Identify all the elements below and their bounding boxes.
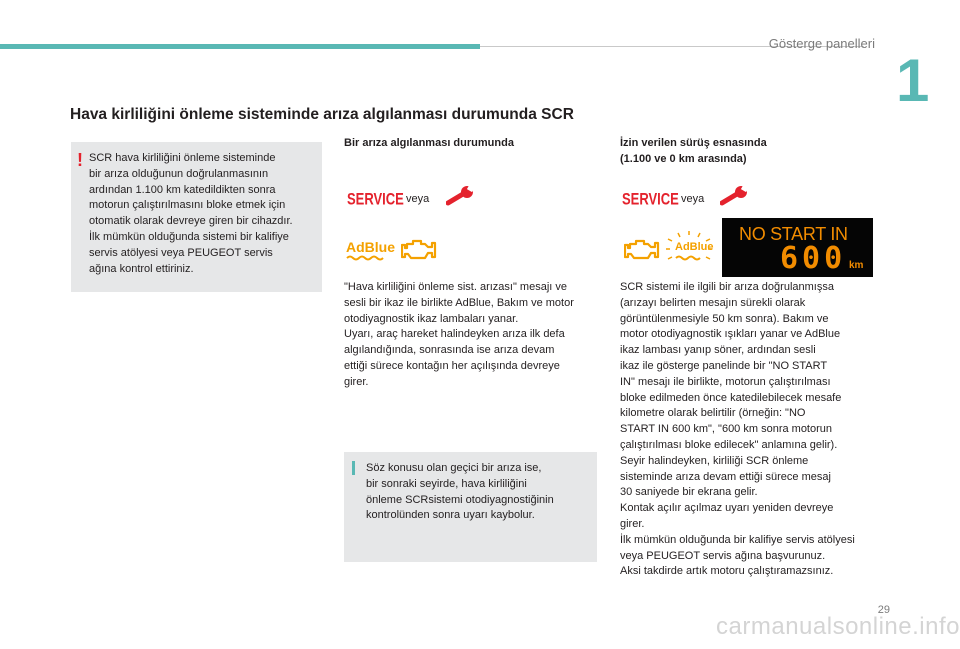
adblue-flashing-icon: AdBlue <box>664 230 714 266</box>
info-icon <box>352 461 355 475</box>
engine-warning-icon <box>401 235 437 263</box>
warning-exclamation-icon: ! <box>77 150 83 170</box>
service-warning-icon: SERVICE <box>622 189 679 209</box>
display-distance-unit: km <box>849 260 864 271</box>
column2-text: "Hava kirliliğini önleme sist. arızası" mesajı ve sesli bir ikaz ile birlikte AdBlue, Bakım ve motor otodiyagnostik ikaz lambaları yanar. Uyarı, araç hareket halindeyken arıza ilk defa algılandığında, sonrasında ise arıza devam ettiği sürece kontağın her açılışında devreye girer. <box>344 281 574 388</box>
chapter-title: Gösterge panelleri <box>768 36 875 51</box>
wrench-icon <box>720 185 750 207</box>
wrench-icon <box>446 185 476 207</box>
warning-text: SCR hava kirliliğini önleme sisteminde bir arıza olduğunun doğrulanmasının ardından 1.100 km katedildikten sonra motorun çalıştırılmasını bloke etmek için otomatik olarak devreye giren bir cihazdır. İlk mümkün olduğunda sistemi bir kalifiye servis atölyesi veya PEUGEOT servis ağına kontrol ettiriniz. <box>89 152 293 275</box>
column3-heading: İzin verilen sürüş esnasında (1.100 ve 0 km arasında) <box>620 137 767 165</box>
display-message: NO START IN <box>739 224 848 244</box>
engine-warning-icon <box>624 235 660 263</box>
display-distance-value: 600 <box>780 241 847 276</box>
header-accent-bar <box>0 44 480 49</box>
service-warning-icon: SERVICE <box>347 189 404 209</box>
or-label: veya <box>406 193 430 205</box>
adblue-warning-icon: AdBlue <box>346 239 395 261</box>
or-label: veya <box>681 193 705 205</box>
chapter-number: 1 <box>896 47 930 114</box>
page-title: Hava kirliliğini önleme sisteminde arıza algılanması durumunda SCR <box>70 106 574 123</box>
column3-text: SCR sistemi ile ilgili bir arıza doğrulanmışsa (arızayı belirten mesajın sürekli olarak görüntülenmesiyle 50 km sonra). Bakım ve motor otodiyagnostik ışıkları yanar ve AdBlue ikaz lambası yanıp söner, ardından sesli ikaz ile gösterge panelinde bir "NO START IN" mesajı ile birlikte, motorun çalıştırılması bloke edilmeden önce katedilebilecek mesafe kilometre olarak belirtilir (örneğin: "NO START IN 600 km", "600 km sonra motorun çalıştırılması bloke edilecek" anlamına gelir). Seyir halindeyken, kirliliği SCR önleme sisteminde arıza devam ettiği sürece mesaj 30 saniyede bir ekrana gelir. Kontak açılır açılmaz uyarı yeniden devreye girer. İlk mümkün olduğunda bir kalifiye servis atölyesi veya PEUGEOT servis ağına başvurunuz. Aksi takdirde artık motoru çalıştıramazsınız. <box>620 281 855 578</box>
info-text: Söz konusu olan geçici bir arıza ise, bir sonraki seyirde, hava kirliliğini önleme SCRsistemi otodiyagnostiğinin kontrolünden sonra uyarı kaybolur. <box>366 462 554 522</box>
instrument-display <box>722 218 873 277</box>
page-number: 29 <box>877 604 890 616</box>
column2-heading: Bir arıza algılanması durumunda <box>344 137 514 149</box>
watermark: carmanualsonline.info <box>716 613 960 640</box>
